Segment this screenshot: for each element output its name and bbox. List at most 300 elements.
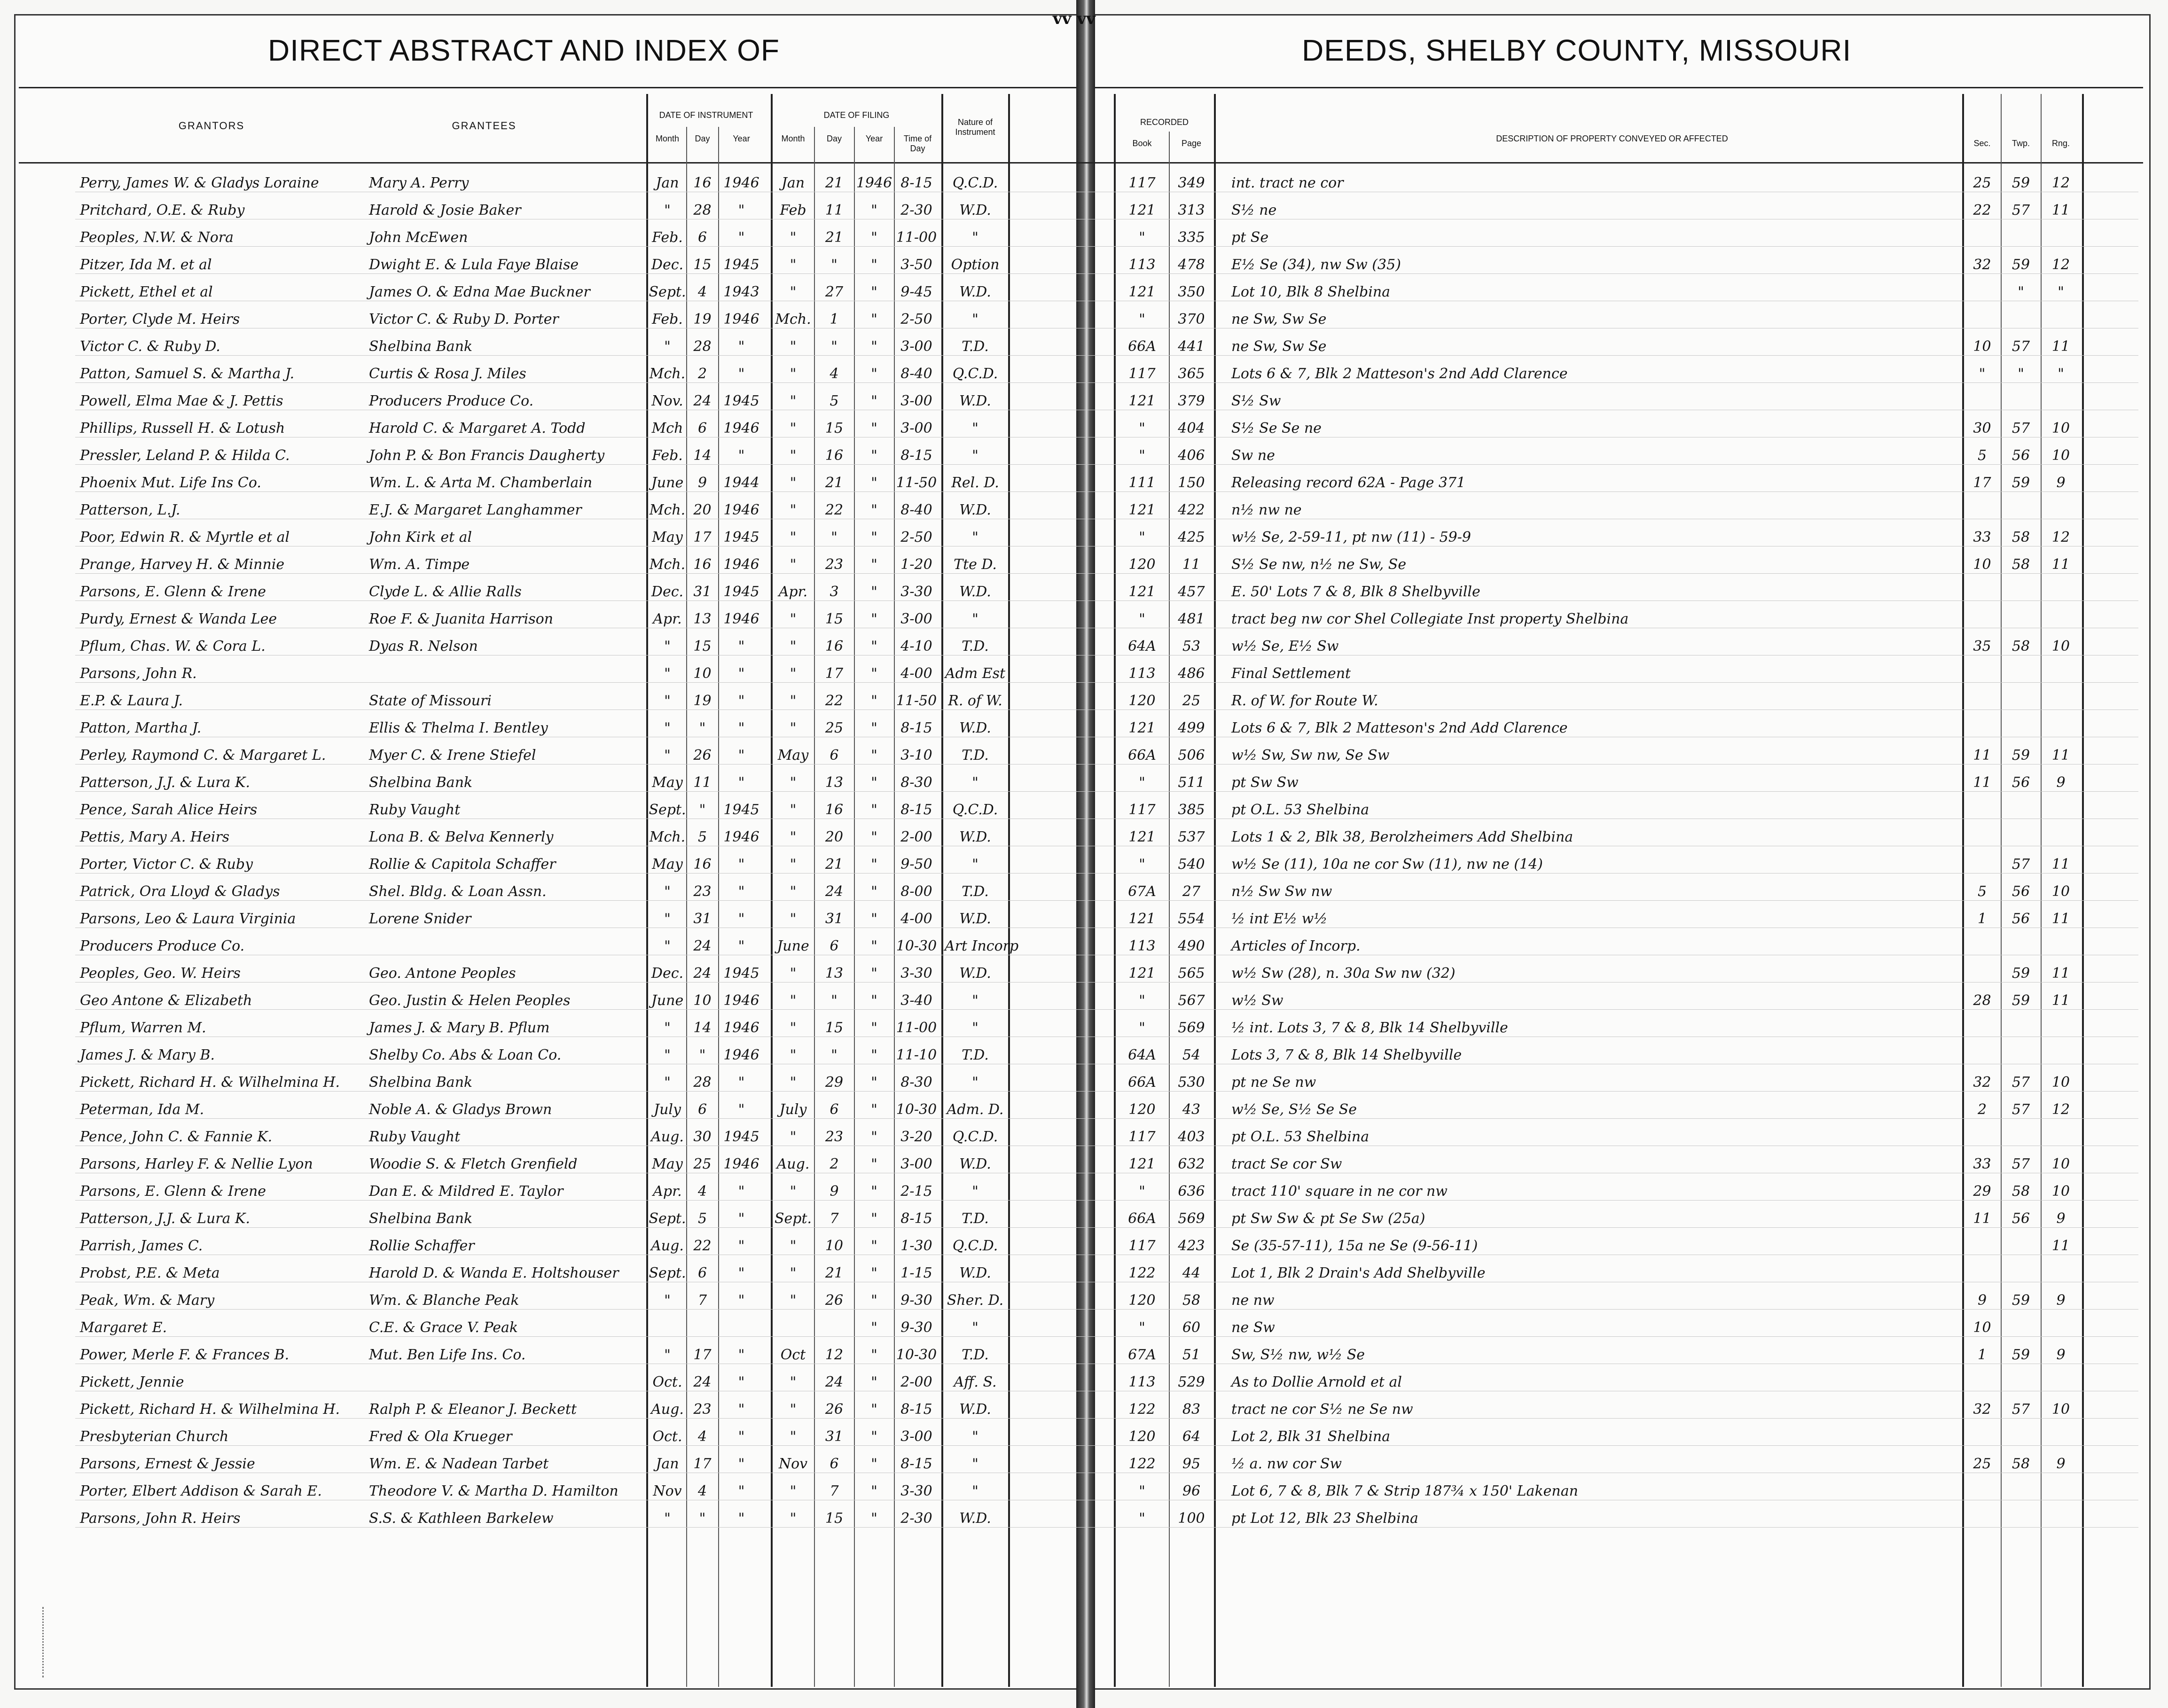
grantor-cell: Parsons, John R. Heirs <box>80 1510 241 1527</box>
nature-cell: Aff. S. <box>954 1374 997 1390</box>
rng-cell: 10 <box>2051 883 2070 900</box>
instrument-day-cell: 20 <box>693 502 712 518</box>
nature-cell: " <box>972 1183 978 1200</box>
nature-cell: " <box>972 856 978 873</box>
twp-cell <box>2002 720 2040 737</box>
book-cell: " <box>1139 529 1145 546</box>
sec-cell <box>1965 311 2000 328</box>
rng-cell <box>2042 1510 2080 1527</box>
twp-cell: 56 <box>2011 883 2030 900</box>
instrument-day-cell: 30 <box>693 1129 712 1145</box>
grantee-cell: John Kirk et al <box>369 529 472 546</box>
book-cell: 67A <box>1128 1347 1156 1363</box>
description-cell: w½ Sw <box>1231 992 1284 1009</box>
sec-cell: 10 <box>1973 1319 1991 1336</box>
filing-time-cell: 9-30 <box>900 1319 932 1336</box>
grantee-cell: Dwight E. & Lula Faye Blaise <box>369 257 579 273</box>
nature-cell: " <box>972 611 978 627</box>
instrument-year-cell: 1945 <box>723 393 759 409</box>
filing-day-cell: 21 <box>825 856 844 873</box>
page-cell: 43 <box>1182 1101 1201 1118</box>
filing-day-cell: 16 <box>825 447 844 464</box>
filing-month-cell: " <box>790 1428 797 1445</box>
page-cell: 569 <box>1178 1020 1205 1036</box>
sec-cell: 17 <box>1973 475 1991 491</box>
filing-day-cell: 21 <box>825 475 844 491</box>
page-cell: 567 <box>1178 992 1205 1009</box>
filing-year-cell: " <box>871 1047 877 1063</box>
instrument-day-cell: 16 <box>693 856 712 873</box>
sec-cell <box>1965 1374 2000 1391</box>
description-cell: w½ Se, S½ Se Se <box>1231 1101 1357 1118</box>
filing-day-cell: " <box>831 529 837 546</box>
nature-cell: " <box>972 229 978 246</box>
page-cell: 530 <box>1178 1074 1205 1091</box>
description-cell: n½ Sw Sw nw <box>1231 883 1332 900</box>
filing-day-cell: 9 <box>830 1183 839 1200</box>
instrument-day-cell: 24 <box>693 1374 712 1390</box>
filing-day-cell: 27 <box>825 284 844 300</box>
table-row <box>0 529 2168 546</box>
filing-month-cell: " <box>790 1047 797 1063</box>
filing-month-cell: " <box>790 393 797 409</box>
table-row <box>0 1101 2168 1118</box>
instrument-month-cell: " <box>664 883 671 900</box>
filing-year-cell: " <box>871 1101 877 1118</box>
grantor-cell: Parsons, Leo & Laura Virginia <box>80 911 296 927</box>
filing-time-cell: 3-20 <box>900 1129 932 1145</box>
filing-time-cell: 8-15 <box>900 447 932 464</box>
rng-cell: 11 <box>2051 992 2070 1009</box>
instrument-year-cell: " <box>738 1510 745 1527</box>
filing-month-cell: " <box>790 1292 797 1309</box>
twp-cell: 57 <box>2011 1101 2030 1118</box>
instrument-month-cell: Aug. <box>651 1401 684 1418</box>
table-row <box>0 556 2168 573</box>
filing-month-cell: May <box>777 747 809 764</box>
filing-year-cell: " <box>871 611 877 627</box>
instrument-day-cell: 4 <box>697 1428 707 1445</box>
nature-cell: " <box>972 447 978 464</box>
page-cell: 11 <box>1182 556 1201 573</box>
table-row <box>0 693 2168 710</box>
instrument-day-cell: 2 <box>697 366 707 382</box>
filing-time-cell: 3-00 <box>900 420 932 437</box>
instrument-month-cell: " <box>664 720 671 736</box>
instrument-day-cell: " <box>699 720 706 736</box>
instrument-year-header: Year <box>733 134 750 143</box>
row-rule <box>75 1445 2138 1446</box>
rng-cell: 12 <box>2051 175 2070 191</box>
instrument-month-cell: Sept. <box>649 284 686 300</box>
page-title-right: DEEDS, SHELBY COUNTY, MISSOURI <box>1302 33 1852 67</box>
table-row <box>0 774 2168 791</box>
table-row <box>0 992 2168 1009</box>
filing-time-cell: 3-40 <box>900 992 932 1009</box>
book-cell: 121 <box>1128 502 1156 518</box>
instrument-year-cell: 1946 <box>723 311 759 328</box>
description-cell: pt ne Se nw <box>1231 1074 1316 1091</box>
page-cell: 441 <box>1178 338 1205 355</box>
filing-day-cell: 15 <box>825 611 844 627</box>
description-header: DESCRIPTION OF PROPERTY CONVEYED OR AFFECTED <box>1496 134 1728 143</box>
filing-month-cell: " <box>790 720 797 736</box>
page-cell: 53 <box>1182 638 1201 655</box>
filing-time-cell: 3-00 <box>900 611 932 627</box>
grantee-cell: Fred & Ola Krueger <box>369 1428 512 1445</box>
book-cell: 66A <box>1128 747 1156 764</box>
grantor-cell: Powell, Elma Mae & J. Pettis <box>80 393 283 409</box>
filing-time-cell: 10-30 <box>896 1347 937 1363</box>
instrument-day-cell: 9 <box>697 475 707 491</box>
instrument-year-cell: " <box>738 1347 745 1363</box>
book-cell: 122 <box>1128 1456 1156 1472</box>
filing-time-cell: 9-45 <box>900 284 932 300</box>
description-cell: pt Se <box>1231 229 1269 246</box>
filing-time-cell: 9-30 <box>900 1292 932 1309</box>
book-cell: 121 <box>1128 720 1156 736</box>
instrument-day-cell: 24 <box>693 938 712 954</box>
description-cell: ½ int E½ w½ <box>1231 911 1328 927</box>
twp-cell: 58 <box>2011 556 2030 573</box>
filing-day-cell: 21 <box>825 1265 844 1281</box>
grantee-cell: Shel. Bldg. & Loan Assn. <box>369 883 547 900</box>
twp-cell <box>2002 1319 2040 1336</box>
filing-month-cell: " <box>790 1483 797 1499</box>
row-rule <box>75 573 2138 574</box>
sec-cell: 2 <box>1977 1101 1987 1118</box>
grantee-cell: John McEwen <box>369 229 468 246</box>
instrument-day-cell: 17 <box>693 529 712 546</box>
book-cell: 111 <box>1128 475 1156 491</box>
filing-day-cell: 1 <box>830 311 839 328</box>
row-rule <box>75 1309 2138 1310</box>
row-rule <box>75 1527 2138 1528</box>
nature-of-instrument-header: Nature of Instrument <box>955 117 995 137</box>
grantee-cell: Shelbina Bank <box>369 774 473 791</box>
instrument-year-cell: " <box>738 774 745 791</box>
filing-year-cell: " <box>871 1210 877 1227</box>
instrument-day-cell: 5 <box>697 1210 707 1227</box>
filing-year-cell: " <box>871 1238 877 1254</box>
instrument-day-cell: 5 <box>697 829 707 845</box>
instrument-month-cell: May <box>652 856 683 873</box>
filing-month-cell: " <box>790 284 797 300</box>
twp-cell <box>2002 584 2040 601</box>
col-rule <box>686 127 687 1687</box>
page-cell: 54 <box>1182 1047 1201 1063</box>
table-row <box>0 338 2168 355</box>
rng-cell <box>2042 1129 2080 1146</box>
filing-month-cell: " <box>790 338 797 355</box>
instrument-year-cell: " <box>738 911 745 927</box>
instrument-day-cell: 19 <box>693 311 712 328</box>
book-cell: 113 <box>1128 938 1156 954</box>
filing-time-cell: 9-50 <box>900 856 932 873</box>
grantor-cell: James J. & Mary B. <box>80 1047 215 1063</box>
description-cell: E½ Se (34), nw Sw (35) <box>1231 257 1401 273</box>
book-cell: 66A <box>1128 1074 1156 1091</box>
table-row <box>0 611 2168 628</box>
grantee-cell: Shelby Co. Abs & Loan Co. <box>369 1047 562 1063</box>
filing-time-cell: 3-30 <box>900 584 932 600</box>
page-cell: 44 <box>1182 1265 1201 1281</box>
grantee-cell: Ruby Vaught <box>369 1129 461 1145</box>
rng-cell <box>2042 502 2080 519</box>
description-cell: S½ ne <box>1231 202 1277 218</box>
page-cell: 60 <box>1182 1319 1201 1336</box>
filing-month-cell: Mch. <box>775 311 811 328</box>
twp-cell: 56 <box>2011 447 2030 464</box>
filing-month-cell: " <box>790 229 797 246</box>
sec-cell: 5 <box>1977 883 1987 900</box>
book-cell: 121 <box>1128 393 1156 409</box>
filing-month-cell: " <box>790 638 797 655</box>
instrument-month-cell: June <box>651 992 684 1009</box>
filing-month-cell: " <box>790 502 797 518</box>
book-cell: 113 <box>1128 257 1156 273</box>
grantee-cell: Mut. Ben Life Ins. Co. <box>369 1347 526 1363</box>
nature-cell: " <box>972 529 978 546</box>
instrument-month-cell: Mch. <box>649 556 686 573</box>
filing-year-cell: " <box>871 938 877 954</box>
instrument-day-cell: 19 <box>693 693 712 709</box>
book-cell: 113 <box>1128 665 1156 682</box>
grantee-cell: Ruby Vaught <box>369 802 461 818</box>
grantee-cell: E.J. & Margaret Langhammer <box>369 502 582 518</box>
sec-cell <box>1965 393 2000 410</box>
instrument-year-cell: " <box>738 229 745 246</box>
filing-year-cell: " <box>871 747 877 764</box>
rng-cell <box>2042 1483 2080 1500</box>
sec-cell: 22 <box>1973 202 1991 218</box>
filing-day-cell: 15 <box>825 1510 844 1527</box>
twp-cell: 57 <box>2011 1156 2030 1172</box>
sec-cell <box>1965 938 2000 955</box>
twp-cell: 57 <box>2011 420 2030 437</box>
filing-month-cell: " <box>790 1238 797 1254</box>
book-cell: 121 <box>1128 911 1156 927</box>
filing-year-cell: " <box>871 1129 877 1145</box>
grantee-cell: State of Missouri <box>369 693 492 709</box>
filing-year-cell: " <box>871 393 877 409</box>
grantor-cell: Parsons, John R. <box>80 665 197 682</box>
filing-time-cell: 1-15 <box>900 1265 932 1281</box>
book-cell: 117 <box>1128 175 1156 191</box>
table-row <box>0 938 2168 955</box>
instrument-day-cell: 28 <box>693 1074 712 1091</box>
table-row <box>0 965 2168 982</box>
filing-time-cell: 3-00 <box>900 338 932 355</box>
nature-cell: T.D. <box>962 1047 989 1063</box>
instrument-year-cell: " <box>738 1483 745 1499</box>
twp-cell <box>2002 1047 2040 1064</box>
instrument-month-cell: May <box>652 774 683 791</box>
instrument-day-cell: " <box>699 1510 706 1527</box>
grantee-cell: Dyas R. Nelson <box>369 638 478 655</box>
spine-marks: vv vv <box>1053 9 1096 28</box>
book-cell: 121 <box>1128 965 1156 982</box>
instrument-month-cell: May <box>652 1156 683 1172</box>
grantor-cell: Patterson, L.J. <box>80 502 180 518</box>
instrument-year-cell: 1945 <box>723 802 759 818</box>
filing-month-cell: " <box>790 1129 797 1145</box>
page-cell: 425 <box>1178 529 1205 546</box>
book-header: Book <box>1132 139 1152 148</box>
instrument-day-cell: 10 <box>693 992 712 1009</box>
grantee-cell: Mary A. Perry <box>369 175 469 191</box>
grantees-header: GRANTEES <box>452 120 517 132</box>
book-cell: 64A <box>1128 1047 1156 1063</box>
description-cell: ½ a. nw cor Sw <box>1231 1456 1342 1472</box>
page-cell: 490 <box>1178 938 1205 954</box>
page-cell: 64 <box>1182 1428 1201 1445</box>
row-rule <box>75 273 2138 274</box>
grantor-cell: Parrish, James C. <box>80 1238 203 1254</box>
header-top-rule-left <box>19 87 1076 88</box>
nature-cell: T.D. <box>962 338 989 355</box>
book-cell: 120 <box>1128 1428 1156 1445</box>
page-cell: 27 <box>1182 883 1201 900</box>
filing-year-cell: " <box>871 447 877 464</box>
instrument-month-cell: " <box>664 1347 671 1363</box>
rng-cell <box>2042 938 2080 955</box>
filing-time-cell: 8-30 <box>900 1074 932 1091</box>
filing-time-cell: 2-30 <box>900 1510 932 1527</box>
twp-cell: 58 <box>2011 529 2030 546</box>
instrument-month-cell: " <box>664 693 671 709</box>
instrument-day-cell: 11 <box>693 774 712 791</box>
rng-cell <box>2042 1428 2080 1445</box>
filing-year-cell: " <box>871 229 877 246</box>
grantor-cell: Pritchard, O.E. & Ruby <box>80 202 245 218</box>
twp-cell <box>2002 393 2040 410</box>
filing-day-cell: 31 <box>825 911 844 927</box>
filing-time-cell: 3-50 <box>900 257 932 273</box>
twp-cell <box>2002 502 2040 519</box>
instrument-month-cell: Sept. <box>649 1210 686 1227</box>
description-cell: ne Sw, Sw Se <box>1231 311 1327 328</box>
filing-day-cell: 6 <box>830 938 839 954</box>
instrument-year-cell: " <box>738 447 745 464</box>
sec-cell <box>1965 829 2000 846</box>
filing-time-cell: 3-00 <box>900 393 932 409</box>
grantee-cell: Producers Produce Co. <box>369 393 534 409</box>
sec-cell <box>1965 1510 2000 1527</box>
rng-cell: 10 <box>2051 447 2070 464</box>
description-cell: Lots 3, 7 & 8, Blk 14 Shelbyville <box>1231 1047 1462 1063</box>
filing-month-cell: " <box>790 1183 797 1200</box>
instrument-day-cell: 6 <box>697 1101 707 1118</box>
filing-year-cell: " <box>871 1347 877 1363</box>
grantee-cell: James O. & Edna Mae Buckner <box>369 284 590 300</box>
page-cell: 313 <box>1178 202 1205 218</box>
filing-year-cell: " <box>871 1428 877 1445</box>
filing-year-cell: " <box>871 638 877 655</box>
rng-cell: 9 <box>2056 1292 2066 1309</box>
description-cell: S½ Sw <box>1231 393 1281 409</box>
table-row <box>0 1374 2168 1391</box>
table-row <box>0 393 2168 410</box>
nature-cell: W.D. <box>959 1510 991 1527</box>
description-cell: Se (35-57-11), 15a ne Se (9-56-11) <box>1231 1238 1478 1254</box>
nature-cell: Adm Est <box>945 665 1006 682</box>
instrument-month-cell: " <box>664 1292 671 1309</box>
rng-header: Rng. <box>2051 139 2070 148</box>
row-rule <box>75 1091 2138 1092</box>
filing-month-cell: " <box>790 611 797 627</box>
twp-cell: 59 <box>2011 747 2030 764</box>
instrument-year-cell: " <box>738 693 745 709</box>
description-cell: R. of W. for Route W. <box>1231 693 1378 709</box>
filing-month-cell: " <box>790 1265 797 1281</box>
table-row <box>0 747 2168 764</box>
filing-year-cell: " <box>871 1374 877 1390</box>
row-rule <box>75 1009 2138 1010</box>
rng-cell <box>2042 1319 2080 1336</box>
table-row <box>0 1183 2168 1200</box>
twp-cell <box>2002 1428 2040 1445</box>
rng-cell: " <box>2058 366 2064 382</box>
description-cell: As to Dollie Arnold et al <box>1231 1374 1402 1390</box>
twp-cell <box>2002 229 2040 246</box>
book-cell: 66A <box>1128 338 1156 355</box>
filing-time-cell: 11-50 <box>896 475 937 491</box>
date-of-instrument-header: DATE OF INSTRUMENT <box>659 110 753 120</box>
rng-cell <box>2042 720 2080 737</box>
row-rule <box>75 491 2138 492</box>
filing-time-cell: 2-00 <box>900 1374 932 1390</box>
description-cell: pt Lot 12, Blk 23 Shelbina <box>1231 1510 1418 1527</box>
grantor-cell: Porter, Clyde M. Heirs <box>80 311 240 328</box>
filing-year-cell: " <box>871 556 877 573</box>
description-cell: pt Sw Sw & pt Se Sw (25a) <box>1231 1210 1425 1227</box>
grantee-cell: Wm. A. Timpe <box>369 556 470 573</box>
table-row <box>0 883 2168 900</box>
filing-day-cell: 24 <box>825 883 844 900</box>
filing-time-cell: 4-00 <box>900 665 932 682</box>
sec-cell: 11 <box>1973 747 1991 764</box>
rng-cell: 11 <box>2051 911 2070 927</box>
nature-cell: " <box>972 1456 978 1472</box>
col-rule <box>1169 132 1170 1687</box>
sec-cell: 25 <box>1973 175 1991 191</box>
nature-cell: Q.C.D. <box>952 1129 998 1145</box>
nature-cell: Adm. D. <box>947 1101 1004 1118</box>
filing-day-cell: 26 <box>825 1292 844 1309</box>
grantor-cell: Purdy, Ernest & Wanda Lee <box>80 611 277 627</box>
sec-cell: 11 <box>1973 774 1991 791</box>
sec-cell: 35 <box>1973 638 1991 655</box>
table-row <box>0 1129 2168 1146</box>
instrument-day-cell: 23 <box>693 1401 712 1418</box>
instrument-month-cell: Dec. <box>651 965 684 982</box>
instrument-year-cell: 1946 <box>723 611 759 627</box>
grantor-cell: Victor C. & Ruby D. <box>80 338 220 355</box>
filing-day-cell: " <box>831 257 837 273</box>
nature-cell: T.D. <box>962 883 989 900</box>
page-cell: 100 <box>1178 1510 1205 1527</box>
sec-cell: 10 <box>1973 338 1991 355</box>
filing-month-cell: " <box>790 1401 797 1418</box>
nature-cell: Rel. D. <box>951 475 999 491</box>
grantor-cell: Geo Antone & Elizabeth <box>80 992 252 1009</box>
instrument-year-cell: " <box>738 938 745 954</box>
grantee-cell: Rollie Schaffer <box>369 1238 475 1254</box>
sec-cell <box>1965 802 2000 819</box>
table-row <box>0 720 2168 737</box>
filing-day-cell: 10 <box>825 1238 844 1254</box>
